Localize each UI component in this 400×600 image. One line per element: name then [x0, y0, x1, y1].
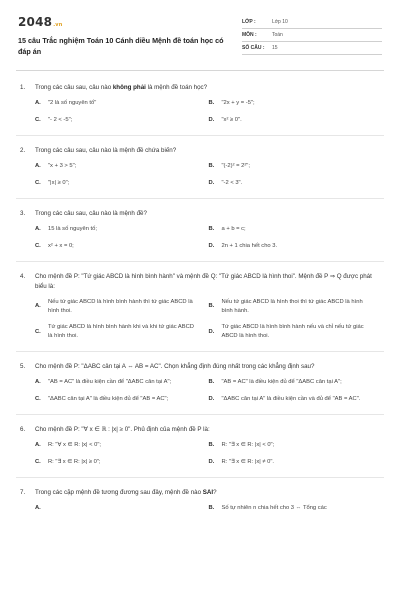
answer-option[interactable]	[209, 298, 383, 316]
answer-options	[35, 225, 382, 251]
option-text: a + b = c;	[221, 225, 246, 232]
answer-options	[35, 378, 382, 404]
answer-option[interactable]	[35, 378, 209, 387]
question-number: 3.	[20, 209, 26, 217]
option-text: "-2 < 3".	[221, 179, 243, 186]
option-text: "AB = AC" là điều kiện cần để "ΔABC cân tại A";	[48, 379, 172, 386]
question-item	[18, 425, 382, 478]
option-letter: C.	[35, 179, 41, 186]
answer-option[interactable]	[35, 179, 209, 188]
question-stem: Cho mệnh đề P: "∀ x ∈ ℝ : |x| ≥ 0". Phủ định của mệnh đề P là:	[35, 426, 210, 434]
question-text	[18, 488, 382, 498]
option-text: "- 2 < -5";	[48, 116, 73, 123]
option-text: 2n + 1 chia hết cho 3.	[221, 242, 278, 249]
question-body	[35, 362, 382, 372]
question-item	[18, 488, 382, 513]
answer-option[interactable]	[209, 395, 383, 404]
question-body	[35, 83, 382, 93]
question-stem: Trong các câu sau, câu nào là mệnh đề chứa biến?	[35, 146, 177, 154]
option-letter: A.	[35, 225, 41, 232]
answer-option[interactable]	[209, 242, 383, 251]
question-item	[18, 362, 382, 415]
question-body	[35, 488, 382, 498]
answer-option[interactable]	[35, 242, 209, 251]
answer-options	[35, 99, 382, 125]
question-text	[18, 209, 382, 219]
question-stem: Trong các câu sau, câu nào là mệnh đề?	[35, 209, 147, 217]
option-letter: B.	[208, 379, 215, 386]
option-text: "2x + y = -5";	[221, 99, 255, 106]
option-letter: D.	[208, 179, 215, 186]
question-text	[18, 146, 382, 156]
answer-option[interactable]	[209, 458, 383, 467]
option-letter: B.	[208, 442, 215, 449]
meta-class	[242, 16, 382, 29]
question-item	[18, 272, 382, 353]
option-letter: B.	[208, 303, 215, 309]
question-stem: Trong các câu sau, câu nào	[35, 84, 113, 91]
option-letter: B.	[208, 99, 215, 106]
question-text	[18, 362, 382, 372]
answer-option[interactable]	[209, 441, 383, 450]
answer-option[interactable]	[35, 116, 209, 125]
meta-key: MÔN :	[242, 31, 257, 38]
question-divider	[16, 414, 384, 415]
option-letter: A.	[35, 505, 41, 512]
answer-options	[35, 162, 382, 188]
question-list	[18, 71, 382, 513]
option-text: Tứ giác ABCD là hình bình hành nếu và chỉ nếu tứ giác ABCD là hình thoi.	[221, 324, 364, 340]
document-header	[18, 0, 382, 70]
question-item	[18, 209, 382, 262]
question-divider	[16, 477, 384, 478]
option-letter: A.	[35, 442, 41, 449]
option-text: "x² ≥ 0".	[221, 116, 242, 123]
question-text	[18, 83, 382, 93]
answer-option[interactable]	[209, 116, 383, 125]
question-body	[35, 425, 382, 435]
question-stem: Trong các cặp mệnh đề tương đương sau đây, mệnh đề nào	[35, 489, 203, 497]
option-text: Tứ giác ABCD là hình bình hành khi và khi tứ giác ABCD là hình thoi.	[48, 324, 194, 340]
answer-option[interactable]	[209, 225, 383, 234]
option-text: R: "∀ x ∈ R: |x| < 0";	[48, 442, 102, 449]
answer-option[interactable]	[35, 99, 209, 108]
question-stem: Cho mệnh đề P: "ΔABC cân tại A ⇔ AB = AC". Chọn khẳng định đúng nhất trong các khẳng định sau?	[35, 363, 315, 371]
option-letter: D.	[208, 242, 215, 249]
option-letter: A.	[35, 162, 41, 169]
answer-option[interactable]	[209, 162, 383, 171]
option-text: R: "∃ x ∈ R: |x| ≠ 0".	[221, 459, 275, 466]
option-text: "(-2)² = 2²";	[221, 162, 250, 169]
option-letter: A.	[35, 99, 41, 106]
answer-option[interactable]	[209, 378, 383, 387]
option-text: R: "∃ x ∈ R: |x| < 0";	[221, 442, 275, 449]
option-text: Số tự nhiên n chia hết cho 3 ⇔ Tổng các	[221, 505, 327, 512]
answer-option[interactable]	[35, 323, 209, 341]
option-text: "|x| ≥ 0";	[48, 179, 70, 186]
question-stem-end: là mệnh đề toán học?	[145, 84, 208, 91]
header-left	[18, 14, 228, 70]
document-title: 15 câu Trắc nghiệm Toán 10 Cánh diều Mệnh đề toán học có đáp án	[18, 36, 224, 56]
answer-option[interactable]	[35, 298, 209, 316]
option-letter: D.	[208, 328, 215, 335]
meta-value: Toán	[272, 31, 283, 38]
option-text: Nếu tứ giác ABCD là hình thoi thì tứ giác ABCD là hình bình hành.	[221, 298, 363, 314]
header-meta	[242, 16, 382, 70]
option-text: Nếu tứ giác ABCD là hình bình hành thì tứ giác ABCD là hình thoi.	[48, 298, 193, 314]
question-emphasis: không phải	[112, 84, 146, 91]
answer-options	[35, 504, 382, 513]
option-text: "2 là số nguyên tố"	[48, 99, 97, 106]
question-item	[18, 146, 382, 199]
option-text: "ΔABC cân tại A" là điều kiện đủ để "AB = AC";	[48, 396, 169, 403]
site-logo[interactable]	[18, 14, 228, 30]
answer-option[interactable]	[35, 162, 209, 171]
question-divider	[16, 351, 384, 352]
answer-option[interactable]	[209, 179, 383, 188]
option-letter: C.	[35, 459, 41, 466]
logo-sub: .vn	[53, 22, 63, 28]
answer-option[interactable]	[35, 504, 209, 513]
meta-key: SỐ CÂU :	[242, 44, 265, 51]
answer-option[interactable]	[35, 395, 209, 404]
question-number: 5.	[20, 363, 26, 371]
option-letter: B.	[208, 225, 215, 232]
question-body	[35, 209, 382, 219]
question-number: 4.	[20, 272, 26, 280]
option-text: "ΔABC cân tại A" là điều kiện cần và đủ để "AB = AC".	[221, 396, 361, 403]
question-body	[35, 272, 382, 292]
option-letter: A.	[35, 379, 41, 386]
option-letter: C.	[35, 396, 41, 403]
answer-options	[35, 298, 382, 342]
question-divider	[16, 198, 384, 199]
meta-count	[242, 42, 382, 55]
question-item	[18, 83, 382, 136]
option-text: "x + 3 > 5";	[48, 162, 77, 169]
question-text	[18, 425, 382, 435]
option-letter: D.	[208, 116, 215, 123]
option-letter: D.	[208, 459, 215, 466]
question-emphasis: SAI	[202, 489, 214, 497]
option-text: 15 là số nguyên tố;	[48, 225, 97, 232]
answer-option[interactable]	[209, 504, 383, 513]
answer-option[interactable]	[35, 458, 209, 467]
answer-options	[35, 441, 382, 467]
question-divider	[16, 135, 384, 136]
option-letter: B.	[208, 505, 215, 512]
answer-option[interactable]	[209, 323, 383, 341]
meta-subject	[242, 29, 382, 42]
answer-option[interactable]	[35, 441, 209, 450]
question-stem: Cho mệnh đề P: "Tứ giác ABCD là hình bình hành" và mệnh đề Q: "Tứ giác ABCD là hình thoi". Mệnh đề P ⇒ Q được phát biểu là:	[35, 272, 372, 290]
option-letter: C.	[35, 328, 41, 335]
question-stem-end: ?	[213, 489, 217, 497]
option-letter: D.	[208, 396, 215, 403]
meta-key: LỚP :	[242, 18, 256, 25]
meta-value: Lớp 10	[272, 18, 288, 25]
option-text: R: "∃ x ∈ R: |x| ≥ 0";	[48, 459, 101, 466]
question-text	[18, 272, 382, 292]
meta-value: 15	[272, 44, 278, 51]
question-number: 2.	[20, 146, 26, 154]
option-text: "AB = AC" là điều kiện đủ để "ΔABC cân tại A";	[221, 379, 342, 386]
question-divider	[16, 261, 384, 262]
option-letter: B.	[208, 162, 215, 169]
answer-option[interactable]	[209, 99, 383, 108]
option-letter: C.	[35, 242, 41, 249]
question-number: 7.	[20, 489, 26, 497]
logo-main: 2048	[18, 15, 53, 29]
option-letter: A.	[35, 303, 41, 309]
question-number: 6.	[20, 426, 26, 434]
option-text: x² + x = 0;	[48, 242, 74, 249]
option-letter: C.	[35, 116, 41, 123]
question-number: 1.	[20, 84, 26, 91]
answer-option[interactable]	[35, 225, 209, 234]
question-body	[35, 146, 382, 156]
